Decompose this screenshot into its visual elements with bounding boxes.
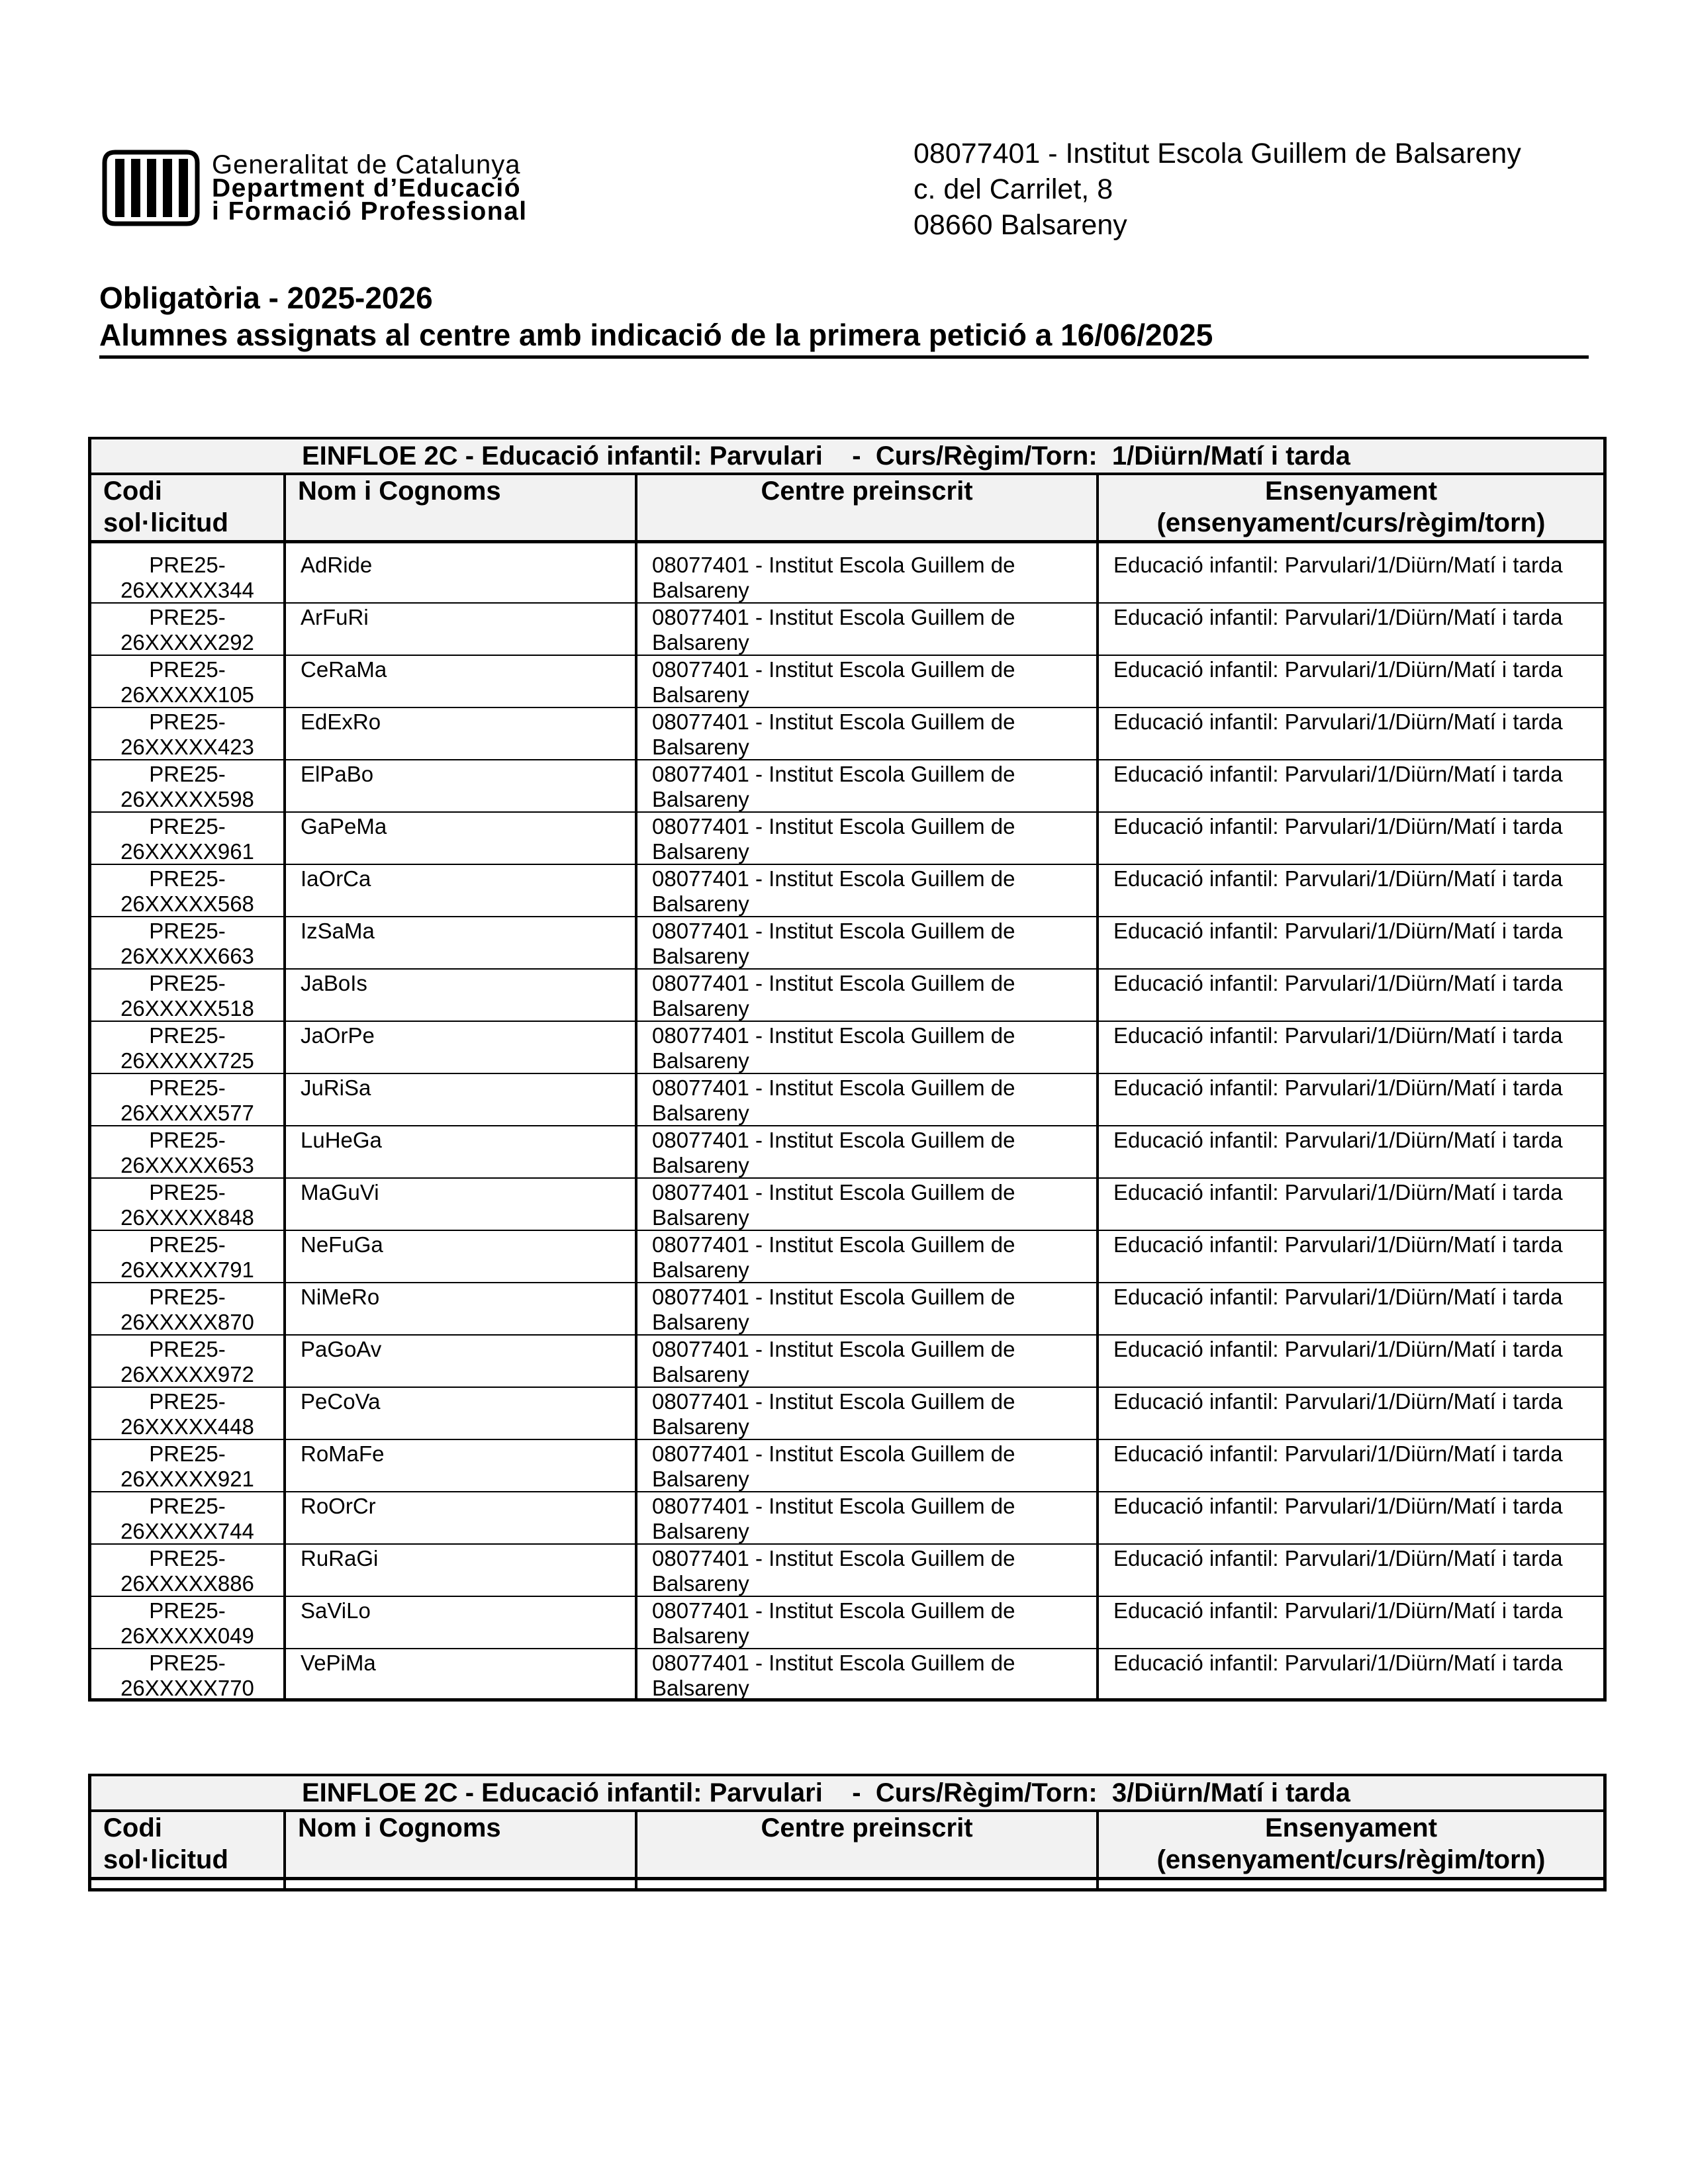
cell-centre-line1: 08077401 - Institut Escola Guillem de bbox=[652, 1441, 1015, 1466]
cell-centre bbox=[637, 656, 1099, 707]
cell-nom: JuRiSa bbox=[286, 1074, 637, 1125]
col-header-ens-line1: Ensenyament bbox=[1264, 1813, 1438, 1843]
table-row bbox=[91, 865, 1603, 917]
cell-codi-line1: PRE25- bbox=[149, 1651, 226, 1675]
cell-centre bbox=[637, 1336, 1099, 1387]
cell-codi bbox=[91, 865, 286, 916]
school-city: 08660 Balsareny bbox=[914, 209, 1127, 241]
cell-codi-line1: PRE25- bbox=[149, 1494, 226, 1518]
cell-centre-line1: 08077401 - Institut Escola Guillem de bbox=[652, 1389, 1015, 1414]
table-1-spacer bbox=[91, 543, 1603, 551]
cell-centre bbox=[637, 1283, 1099, 1334]
cell-centre-line1: 08077401 - Institut Escola Guillem de bbox=[652, 1180, 1015, 1205]
table-2-empty-row bbox=[91, 1880, 1603, 1891]
cell-ensenyament: Educació infantil: Parvulari/1/Diürn/Matí i tarda bbox=[1113, 971, 1563, 995]
cell-centre bbox=[637, 1545, 1099, 1596]
cell-centre bbox=[637, 917, 1099, 968]
students-table-1 bbox=[88, 437, 1607, 1702]
table-row bbox=[91, 1283, 1603, 1336]
cell-codi-line1: PRE25- bbox=[149, 919, 226, 943]
cell-nom: CeRaMa bbox=[286, 656, 637, 707]
cell-centre-line1: 08077401 - Institut Escola Guillem de bbox=[652, 762, 1015, 786]
cell-centre-line1: 08077401 - Institut Escola Guillem de bbox=[652, 1232, 1015, 1257]
table-row bbox=[91, 1074, 1603, 1126]
table-row bbox=[91, 1545, 1603, 1597]
cell-codi-line1: PRE25- bbox=[149, 1075, 226, 1100]
cell-codi-line1: PRE25- bbox=[149, 866, 226, 891]
cell-centre bbox=[637, 1126, 1099, 1177]
cell-ensenyament: Educació infantil: Parvulari/1/Diürn/Matí i tarda bbox=[1113, 1128, 1563, 1152]
col-header-ens-line1: Ensenyament bbox=[1264, 477, 1438, 506]
cell-codi bbox=[91, 1545, 286, 1596]
cell-codi bbox=[91, 1492, 286, 1543]
cell-centre-line1: 08077401 - Institut Escola Guillem de bbox=[652, 709, 1015, 734]
cell-nom: RuRaGi bbox=[286, 1545, 637, 1596]
cell-codi-line2: 26XXXXX292 bbox=[120, 630, 254, 655]
cell-codi-line1: PRE25- bbox=[149, 553, 226, 577]
col-header-codi bbox=[91, 475, 286, 540]
cell-centre-line2: Balsareny bbox=[652, 1467, 749, 1491]
cell-nom: PeCoVa bbox=[286, 1388, 637, 1439]
cell-centre-line1: 08077401 - Institut Escola Guillem de bbox=[652, 657, 1015, 682]
cell-ensenyament: Educació infantil: Parvulari/1/Diürn/Matí i tarda bbox=[1113, 553, 1563, 577]
cell-codi-line2: 26XXXXX725 bbox=[120, 1048, 254, 1073]
cell-ensenyament: Educació infantil: Parvulari/1/Diürn/Matí i tarda bbox=[1113, 1337, 1563, 1361]
cell-nom: JaOrPe bbox=[286, 1022, 637, 1073]
cell-codi bbox=[91, 656, 286, 707]
cell-centre-line1: 08077401 - Institut Escola Guillem de bbox=[652, 1285, 1015, 1309]
cell-centre-line2: Balsareny bbox=[652, 1048, 749, 1073]
cell-ensenyament: Educació infantil: Parvulari/1/Diürn/Matí i tarda bbox=[1113, 919, 1563, 943]
cell-centre-line1: 08077401 - Institut Escola Guillem de bbox=[652, 814, 1015, 839]
cell-centre-line2: Balsareny bbox=[652, 1205, 749, 1230]
cell-codi-line2: 26XXXXX848 bbox=[120, 1205, 254, 1230]
cell-nom: NeFuGa bbox=[286, 1231, 637, 1282]
table-1-heading: EINFLOE 2C - Educació infantil: Parvulari - Curs/Règim/Torn: 1/Diürn/Matí i tarda bbox=[91, 437, 1603, 475]
cell-nom: IzSaMa bbox=[286, 917, 637, 968]
cell-centre-line2: Balsareny bbox=[652, 630, 749, 655]
cell-centre bbox=[637, 813, 1099, 864]
school-street: c. del Carrilet, 8 bbox=[914, 173, 1113, 205]
cell-centre bbox=[637, 970, 1099, 1021]
col-header-ensenyament bbox=[1099, 1812, 1603, 1877]
table-row bbox=[91, 1126, 1603, 1179]
cell-centre-line2: Balsareny bbox=[652, 787, 749, 811]
cell-centre-line2: Balsareny bbox=[652, 1310, 749, 1334]
cell-centre bbox=[637, 1179, 1099, 1230]
cell-ensenyament: Educació infantil: Parvulari/1/Diürn/Matí i tarda bbox=[1113, 1285, 1563, 1309]
cell-centre-line2: Balsareny bbox=[652, 1153, 749, 1177]
cell-codi bbox=[91, 917, 286, 968]
cell-codi-line2: 26XXXXX568 bbox=[120, 891, 254, 916]
cell-centre-line1: 08077401 - Institut Escola Guillem de bbox=[652, 971, 1015, 995]
cell-nom: VePiMa bbox=[286, 1649, 637, 1698]
cell-codi-line2: 26XXXXX423 bbox=[120, 735, 254, 759]
title-line-1: Obligatòria - 2025-2026 bbox=[99, 281, 433, 315]
cell-nom: MaGuVi bbox=[286, 1179, 637, 1230]
cell-codi-line1: PRE25- bbox=[149, 971, 226, 995]
col-header-centre: Centre preinscrit bbox=[637, 1812, 1099, 1877]
cell-ensenyament: Educació infantil: Parvulari/1/Diürn/Matí i tarda bbox=[1113, 1598, 1563, 1623]
cell-nom: JaBoIs bbox=[286, 970, 637, 1021]
col-header-centre: Centre preinscrit bbox=[637, 475, 1099, 540]
cell-codi bbox=[91, 1231, 286, 1282]
cell-codi-line1: PRE25- bbox=[149, 1180, 226, 1205]
table-2-heading: EINFLOE 2C - Educació infantil: Parvulari - Curs/Règim/Torn: 3/Diürn/Matí i tarda bbox=[91, 1774, 1603, 1812]
cell-ensenyament: Educació infantil: Parvulari/1/Diürn/Matí i tarda bbox=[1113, 657, 1563, 682]
table-1-body bbox=[91, 551, 1603, 1702]
table-row bbox=[91, 656, 1603, 708]
cell-codi bbox=[91, 1074, 286, 1125]
cell-ensenyament: Educació infantil: Parvulari/1/Diürn/Matí i tarda bbox=[1113, 1389, 1563, 1414]
cell-centre-line2: Balsareny bbox=[652, 1257, 749, 1282]
table-row bbox=[91, 970, 1603, 1022]
cell-codi bbox=[91, 1283, 286, 1334]
cell-centre-line2: Balsareny bbox=[652, 996, 749, 1021]
cell-centre-line2: Balsareny bbox=[652, 1519, 749, 1543]
cell-codi-line2: 26XXXXX972 bbox=[120, 1362, 254, 1387]
logo-line-2: Department d’Educació bbox=[212, 173, 522, 203]
logo-line-3: i Formació Professional bbox=[212, 197, 528, 226]
table-row bbox=[91, 604, 1603, 656]
cell-centre bbox=[637, 604, 1099, 655]
col-header-codi-line1: Codi bbox=[103, 477, 162, 506]
cell-centre-line2: Balsareny bbox=[652, 944, 749, 968]
cell-ensenyament: Educació infantil: Parvulari/1/Diürn/Matí i tarda bbox=[1113, 1180, 1563, 1205]
cell-centre bbox=[637, 1492, 1099, 1543]
cell-codi bbox=[91, 1597, 286, 1648]
cell-codi-line1: PRE25- bbox=[149, 657, 226, 682]
cell-centre bbox=[637, 1649, 1099, 1698]
cell-centre-line2: Balsareny bbox=[652, 1676, 749, 1700]
cell-centre bbox=[637, 1597, 1099, 1648]
table-row bbox=[91, 1231, 1603, 1283]
table-row bbox=[91, 1388, 1603, 1440]
table-row bbox=[91, 1440, 1603, 1492]
cell-codi-line1: PRE25- bbox=[149, 1128, 226, 1152]
cell-ensenyament: Educació infantil: Parvulari/1/Diürn/Matí i tarda bbox=[1113, 1075, 1563, 1100]
cell-codi-line1: PRE25- bbox=[149, 709, 226, 734]
cell-centre bbox=[637, 1388, 1099, 1439]
cell-nom: ArFuRi bbox=[286, 604, 637, 655]
cell-codi-line1: PRE25- bbox=[149, 1285, 226, 1309]
cell-codi bbox=[91, 1336, 286, 1387]
cell-nom: EdExRo bbox=[286, 708, 637, 759]
cell-centre-line2: Balsareny bbox=[652, 1623, 749, 1648]
cell-codi-line2: 26XXXXX744 bbox=[120, 1519, 254, 1543]
col-header-ens-line2: (ensenyament/curs/règim/torn) bbox=[1156, 1845, 1546, 1874]
cell-codi-line2: 26XXXXX448 bbox=[120, 1414, 254, 1439]
cell-ensenyament: Educació infantil: Parvulari/1/Diürn/Matí i tarda bbox=[1113, 1494, 1563, 1518]
table-row bbox=[91, 1022, 1603, 1074]
cell-centre-line2: Balsareny bbox=[652, 1101, 749, 1125]
cell-centre-line2: Balsareny bbox=[652, 891, 749, 916]
table-1-column-headers bbox=[91, 475, 1603, 543]
table-row bbox=[91, 1492, 1603, 1545]
cell-centre-line1: 08077401 - Institut Escola Guillem de bbox=[652, 1128, 1015, 1152]
col-header-nom: Nom i Cognoms bbox=[286, 1812, 637, 1877]
cell-codi-line2: 26XXXXX791 bbox=[120, 1257, 254, 1282]
table-row bbox=[91, 1336, 1603, 1388]
cell-codi-line2: 26XXXXX049 bbox=[120, 1623, 254, 1648]
cell-codi-line2: 26XXXXX770 bbox=[120, 1676, 254, 1700]
cell-nom: LuHeGa bbox=[286, 1126, 637, 1177]
cell-codi bbox=[91, 604, 286, 655]
cell-nom: RoOrCr bbox=[286, 1492, 637, 1543]
cell-codi-line2: 26XXXXX598 bbox=[120, 787, 254, 811]
cell-centre-line1: 08077401 - Institut Escola Guillem de bbox=[652, 1075, 1015, 1100]
cell-centre-line2: Balsareny bbox=[652, 1571, 749, 1596]
col-header-codi bbox=[91, 1812, 286, 1877]
cell-codi-line2: 26XXXXX653 bbox=[120, 1153, 254, 1177]
cell-ensenyament: Educació infantil: Parvulari/1/Diürn/Matí i tarda bbox=[1113, 1651, 1563, 1675]
cell-centre-line2: Balsareny bbox=[652, 735, 749, 759]
table-row bbox=[91, 551, 1603, 604]
cell-centre bbox=[637, 708, 1099, 759]
cell-nom: IaOrCa bbox=[286, 865, 637, 916]
cell-codi-line1: PRE25- bbox=[149, 1546, 226, 1570]
cell-centre bbox=[637, 551, 1099, 602]
cell-codi-line2: 26XXXXX921 bbox=[120, 1467, 254, 1491]
cell-codi-line2: 26XXXXX105 bbox=[120, 682, 254, 707]
cell-centre-line1: 08077401 - Institut Escola Guillem de bbox=[652, 1546, 1015, 1570]
cell-centre-line2: Balsareny bbox=[652, 1414, 749, 1439]
table-row bbox=[91, 1179, 1603, 1231]
cell-centre-line1: 08077401 - Institut Escola Guillem de bbox=[652, 919, 1015, 943]
cell-ensenyament: Educació infantil: Parvulari/1/Diürn/Matí i tarda bbox=[1113, 762, 1563, 786]
cell-codi-line1: PRE25- bbox=[149, 762, 226, 786]
col-header-codi-line2: sol·licitud bbox=[103, 1845, 228, 1874]
logo-line-1: Generalitat de Catalunya bbox=[212, 150, 521, 179]
cell-codi bbox=[91, 760, 286, 811]
cell-codi-line2: 26XXXXX663 bbox=[120, 944, 254, 968]
cell-codi bbox=[91, 970, 286, 1021]
cell-ensenyament: Educació infantil: Parvulari/1/Diürn/Matí i tarda bbox=[1113, 709, 1563, 734]
cell-nom: SaViLo bbox=[286, 1597, 637, 1648]
cell-centre-line1: 08077401 - Institut Escola Guillem de bbox=[652, 1023, 1015, 1048]
col-header-codi-line1: Codi bbox=[103, 1813, 162, 1843]
table-2-column-headers bbox=[91, 1812, 1603, 1880]
document-title bbox=[99, 279, 1589, 359]
col-header-ens-line2: (ensenyament/curs/règim/torn) bbox=[1156, 508, 1546, 537]
cell-centre bbox=[637, 865, 1099, 916]
cell-nom: RoMaFe bbox=[286, 1440, 637, 1491]
cell-codi-line2: 26XXXXX961 bbox=[120, 839, 254, 864]
cell-codi-line2: 26XXXXX518 bbox=[120, 996, 254, 1021]
table-row bbox=[91, 1649, 1603, 1702]
cell-ensenyament: Educació infantil: Parvulari/1/Diürn/Matí i tarda bbox=[1113, 1441, 1563, 1466]
table-row bbox=[91, 917, 1603, 970]
cell-centre-line1: 08077401 - Institut Escola Guillem de bbox=[652, 1651, 1015, 1675]
table-row bbox=[91, 1597, 1603, 1649]
cell-codi-line1: PRE25- bbox=[149, 1232, 226, 1257]
table-row bbox=[91, 760, 1603, 813]
cell-centre-line2: Balsareny bbox=[652, 839, 749, 864]
col-header-ensenyament bbox=[1099, 475, 1603, 540]
title-line-2: Alumnes assignats al centre amb indicació de la primera petició a 16/06/2025 bbox=[99, 318, 1213, 352]
cell-nom: GaPeMa bbox=[286, 813, 637, 864]
students-table-2 bbox=[88, 1774, 1607, 1891]
col-header-codi-line2: sol·licitud bbox=[103, 508, 228, 537]
cell-codi-line2: 26XXXXX886 bbox=[120, 1571, 254, 1596]
cell-centre bbox=[637, 1231, 1099, 1282]
cell-codi-line1: PRE25- bbox=[149, 1441, 226, 1466]
cell-ensenyament: Educació infantil: Parvulari/1/Diürn/Matí i tarda bbox=[1113, 1232, 1563, 1257]
generalitat-logo bbox=[102, 150, 528, 226]
table-row bbox=[91, 813, 1603, 865]
cell-codi-line1: PRE25- bbox=[149, 1598, 226, 1623]
cell-centre-line1: 08077401 - Institut Escola Guillem de bbox=[652, 1337, 1015, 1361]
school-name: 08077401 - Institut Escola Guillem de Balsareny bbox=[914, 138, 1521, 169]
cell-codi bbox=[91, 813, 286, 864]
cell-ensenyament: Educació infantil: Parvulari/1/Diürn/Matí i tarda bbox=[1113, 1546, 1563, 1570]
cell-codi-line1: PRE25- bbox=[149, 1023, 226, 1048]
cell-nom: ElPaBo bbox=[286, 760, 637, 811]
cell-ensenyament: Educació infantil: Parvulari/1/Diürn/Matí i tarda bbox=[1113, 605, 1563, 629]
school-address bbox=[914, 136, 1521, 243]
cell-centre-line1: 08077401 - Institut Escola Guillem de bbox=[652, 553, 1015, 577]
cell-codi bbox=[91, 708, 286, 759]
cell-ensenyament: Educació infantil: Parvulari/1/Diürn/Matí i tarda bbox=[1113, 1023, 1563, 1048]
cell-codi-line1: PRE25- bbox=[149, 1337, 226, 1361]
cell-centre-line1: 08077401 - Institut Escola Guillem de bbox=[652, 1494, 1015, 1518]
cell-codi-line1: PRE25- bbox=[149, 605, 226, 629]
cell-codi bbox=[91, 551, 286, 602]
cell-centre-line2: Balsareny bbox=[652, 1362, 749, 1387]
cell-centre-line2: Balsareny bbox=[652, 682, 749, 707]
cell-codi bbox=[91, 1440, 286, 1491]
cell-centre bbox=[637, 760, 1099, 811]
cell-codi bbox=[91, 1022, 286, 1073]
col-header-nom: Nom i Cognoms bbox=[286, 475, 637, 540]
table-row bbox=[91, 708, 1603, 760]
cell-centre-line2: Balsareny bbox=[652, 578, 749, 602]
cell-ensenyament: Educació infantil: Parvulari/1/Diürn/Matí i tarda bbox=[1113, 866, 1563, 891]
cell-centre bbox=[637, 1074, 1099, 1125]
cell-nom: NiMeRo bbox=[286, 1283, 637, 1334]
cell-codi-line2: 26XXXXX870 bbox=[120, 1310, 254, 1334]
cell-codi bbox=[91, 1649, 286, 1698]
cell-nom: AdRide bbox=[286, 551, 637, 602]
cell-codi-line1: PRE25- bbox=[149, 814, 226, 839]
cell-codi-line2: 26XXXXX344 bbox=[120, 578, 254, 602]
cell-centre-line1: 08077401 - Institut Escola Guillem de bbox=[652, 1598, 1015, 1623]
cell-codi bbox=[91, 1126, 286, 1177]
cell-codi-line2: 26XXXXX577 bbox=[120, 1101, 254, 1125]
generalitat-logo-icon bbox=[102, 150, 200, 226]
cell-nom: PaGoAv bbox=[286, 1336, 637, 1387]
cell-codi-line1: PRE25- bbox=[149, 1389, 226, 1414]
cell-ensenyament: Educació infantil: Parvulari/1/Diürn/Matí i tarda bbox=[1113, 814, 1563, 839]
cell-centre bbox=[637, 1440, 1099, 1491]
cell-centre-line1: 08077401 - Institut Escola Guillem de bbox=[652, 866, 1015, 891]
cell-codi bbox=[91, 1388, 286, 1439]
cell-codi bbox=[91, 1179, 286, 1230]
cell-centre bbox=[637, 1022, 1099, 1073]
cell-centre-line1: 08077401 - Institut Escola Guillem de bbox=[652, 605, 1015, 629]
